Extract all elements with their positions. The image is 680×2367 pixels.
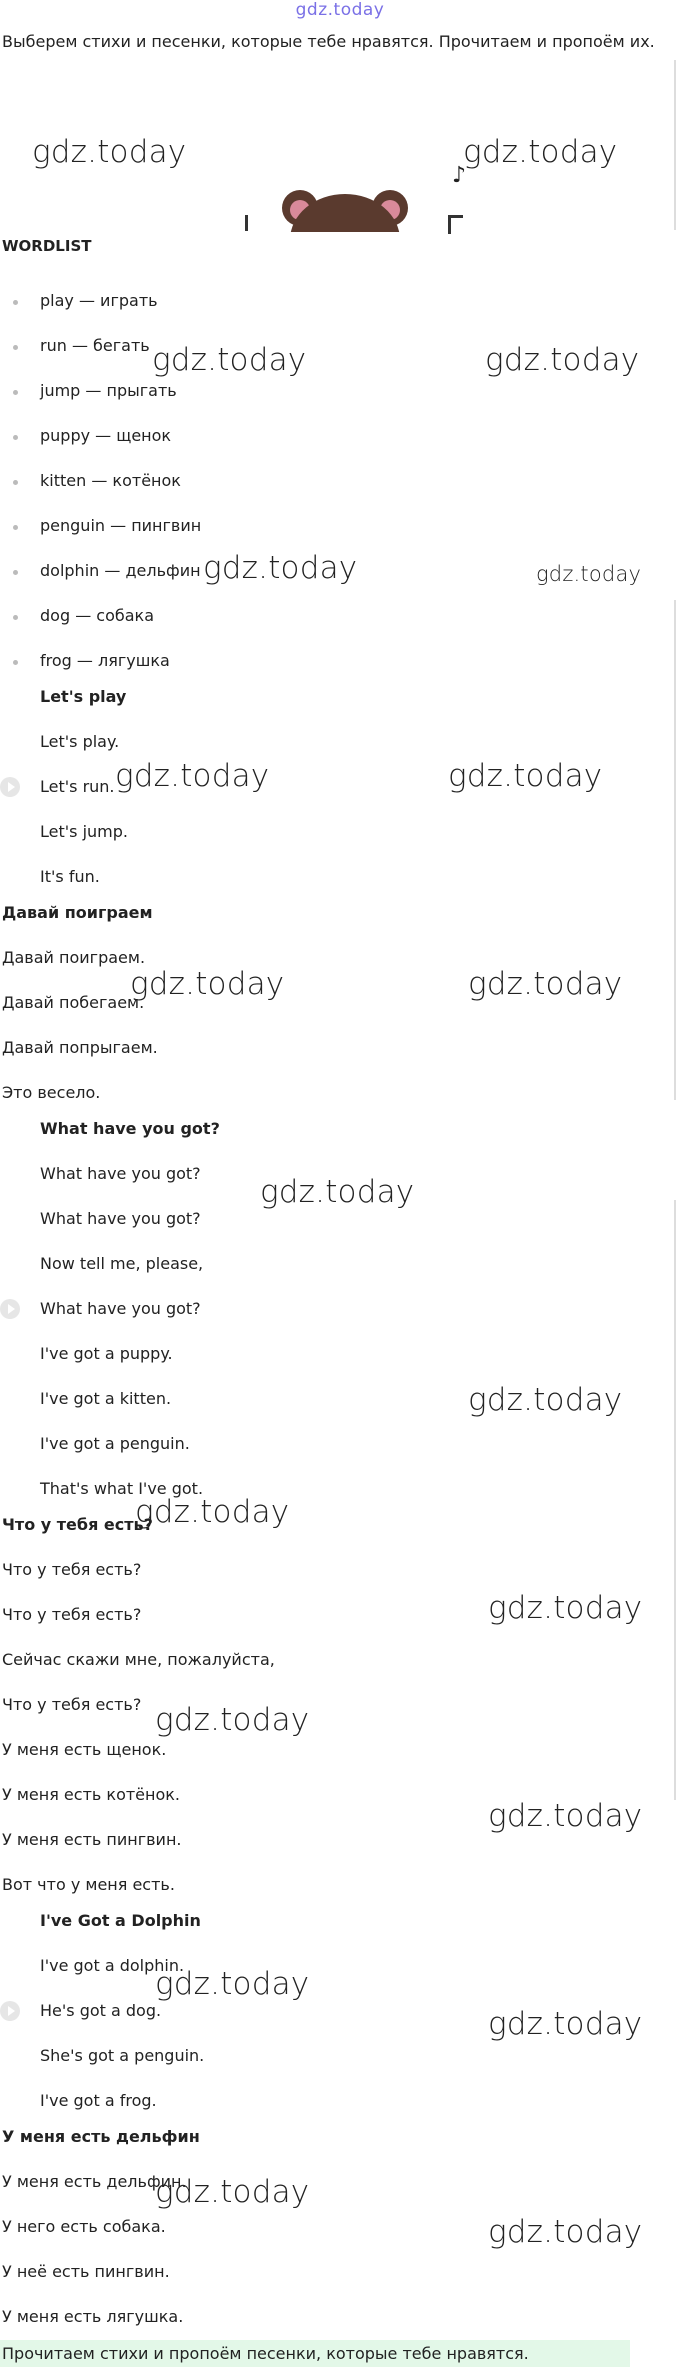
task-intro: Выберем стихи и песенки, которые тебе нравятся. Прочитаем и пропоём их. (2, 32, 655, 51)
wordlist-item: run — бегать (40, 336, 150, 355)
watermark: gdz.today (135, 1494, 290, 1530)
song-line: I've got a penguin. (40, 1434, 190, 1453)
wordlist-item: penguin — пингвин (40, 516, 202, 535)
watermark: gdz.today (485, 342, 640, 378)
watermark: gdz.today (115, 758, 270, 794)
bullet-icon (13, 615, 18, 620)
wordlist-item: dog — собака (40, 606, 154, 625)
translation-line: У меня есть лягушка. (2, 2307, 184, 2326)
song-line: What have you got? (40, 1164, 201, 1183)
translation-title: Что у тебя есть? (2, 1515, 153, 1534)
song-title: Let's play (40, 687, 127, 706)
song-line: What have you got? (40, 1299, 201, 1318)
scrollbar-track[interactable] (674, 60, 676, 230)
watermark: gdz.today (155, 1966, 310, 2002)
song-line: He's got a dog. (40, 2001, 162, 2020)
watermark: gdz.today (488, 2214, 643, 2250)
bullet-icon (13, 570, 18, 575)
song-line: Let's play. (40, 732, 120, 751)
watermark: gdz.today (203, 550, 358, 586)
scrollbar-track[interactable] (674, 1200, 676, 1800)
wordlist-heading: WORDLIST (2, 237, 92, 255)
translation-title: У меня есть дельфин (2, 2127, 200, 2146)
watermark: gdz.today (468, 1382, 623, 1418)
song-line: Let's run. (40, 777, 115, 796)
song-line: Now tell me, please, (40, 1254, 204, 1273)
watermark: gdz.today (488, 1798, 643, 1834)
song-line: She's got a penguin. (40, 2046, 205, 2065)
bullet-icon (13, 480, 18, 485)
wordlist-item: frog — лягушка (40, 651, 170, 670)
translation-line: У меня есть котёнок. (2, 1785, 181, 1804)
footer-note: Прочитаем стихи и пропоём песенки, которые тебе нравятся. (2, 2344, 529, 2363)
watermark: gdz.today (152, 342, 307, 378)
song-line: I've got a kitten. (40, 1389, 172, 1408)
speaker-left-icon (245, 215, 248, 231)
translation-line: Сейчас скажи мне, пожалуйста, (2, 1650, 275, 1669)
song-line: That's what I've got. (40, 1479, 204, 1498)
translation-line: Это весело. (2, 1083, 101, 1102)
wordlist-item: jump — прыгать (40, 381, 177, 400)
footer-note-bar (0, 2340, 630, 2367)
song-line: I've got a puppy. (40, 1344, 173, 1363)
translation-line: Что у тебя есть? (2, 1695, 142, 1714)
song-line: I've got a dolphin. (40, 1956, 185, 1975)
watermark: gdz.today (488, 1590, 643, 1626)
watermark: gdz.today (155, 2174, 310, 2210)
song-title: What have you got? (40, 1119, 220, 1138)
song-line: It's fun. (40, 867, 100, 886)
bullet-icon (13, 390, 18, 395)
wordlist-item: puppy — щенок (40, 426, 172, 445)
watermark: gdz.today (448, 758, 603, 794)
translation-line: Давай поиграем. (2, 948, 146, 967)
scrollbar-track[interactable] (674, 600, 676, 1100)
wordlist-item: play — играть (40, 291, 158, 310)
translation-line: У меня есть пингвин. (2, 1830, 182, 1849)
song-line: Let's jump. (40, 822, 128, 841)
play-audio-icon[interactable] (0, 1299, 20, 1319)
translation-line: Что у тебя есть? (2, 1605, 142, 1624)
wordlist-item: dolphin — дельфин (40, 561, 201, 580)
watermark: gdz.today (463, 134, 618, 170)
site-logo[interactable]: gdz.today (295, 0, 385, 20)
wordlist-item: kitten — котёнок (40, 471, 181, 490)
translation-line: У него есть собака. (2, 2217, 166, 2236)
translation-line: У меня есть дельфин. (2, 2172, 187, 2191)
translation-line: У неё есть пингвин. (2, 2262, 170, 2281)
bullet-icon (13, 660, 18, 665)
music-note-icon: ♪ (452, 163, 467, 188)
watermark: gdz.today (468, 966, 623, 1002)
translation-line: Вот что у меня есть. (2, 1875, 175, 1894)
song-line: What have you got? (40, 1209, 201, 1228)
translation-title: Давай поиграем (2, 903, 153, 922)
watermark: gdz.today (130, 966, 285, 1002)
translation-line: Давай побегаем. (2, 993, 145, 1012)
watermark: gdz.today (488, 2006, 643, 2042)
watermark: gdz.today (536, 562, 642, 586)
song-title: I've Got a Dolphin (40, 1911, 201, 1930)
bear-illustration (270, 180, 420, 232)
bullet-icon (13, 525, 18, 530)
play-audio-icon[interactable] (0, 777, 20, 797)
bullet-icon (13, 300, 18, 305)
translation-line: Что у тебя есть? (2, 1560, 142, 1579)
bullet-icon (13, 345, 18, 350)
speaker-right-icon (448, 215, 463, 234)
translation-line: Давай попрыгаем. (2, 1038, 158, 1057)
watermark: gdz.today (32, 134, 187, 170)
translation-line: У меня есть щенок. (2, 1740, 167, 1759)
watermark: gdz.today (155, 1702, 310, 1738)
play-audio-icon[interactable] (0, 2001, 20, 2021)
song-line: I've got a frog. (40, 2091, 157, 2110)
bullet-icon (13, 435, 18, 440)
watermark: gdz.today (260, 1174, 415, 1210)
